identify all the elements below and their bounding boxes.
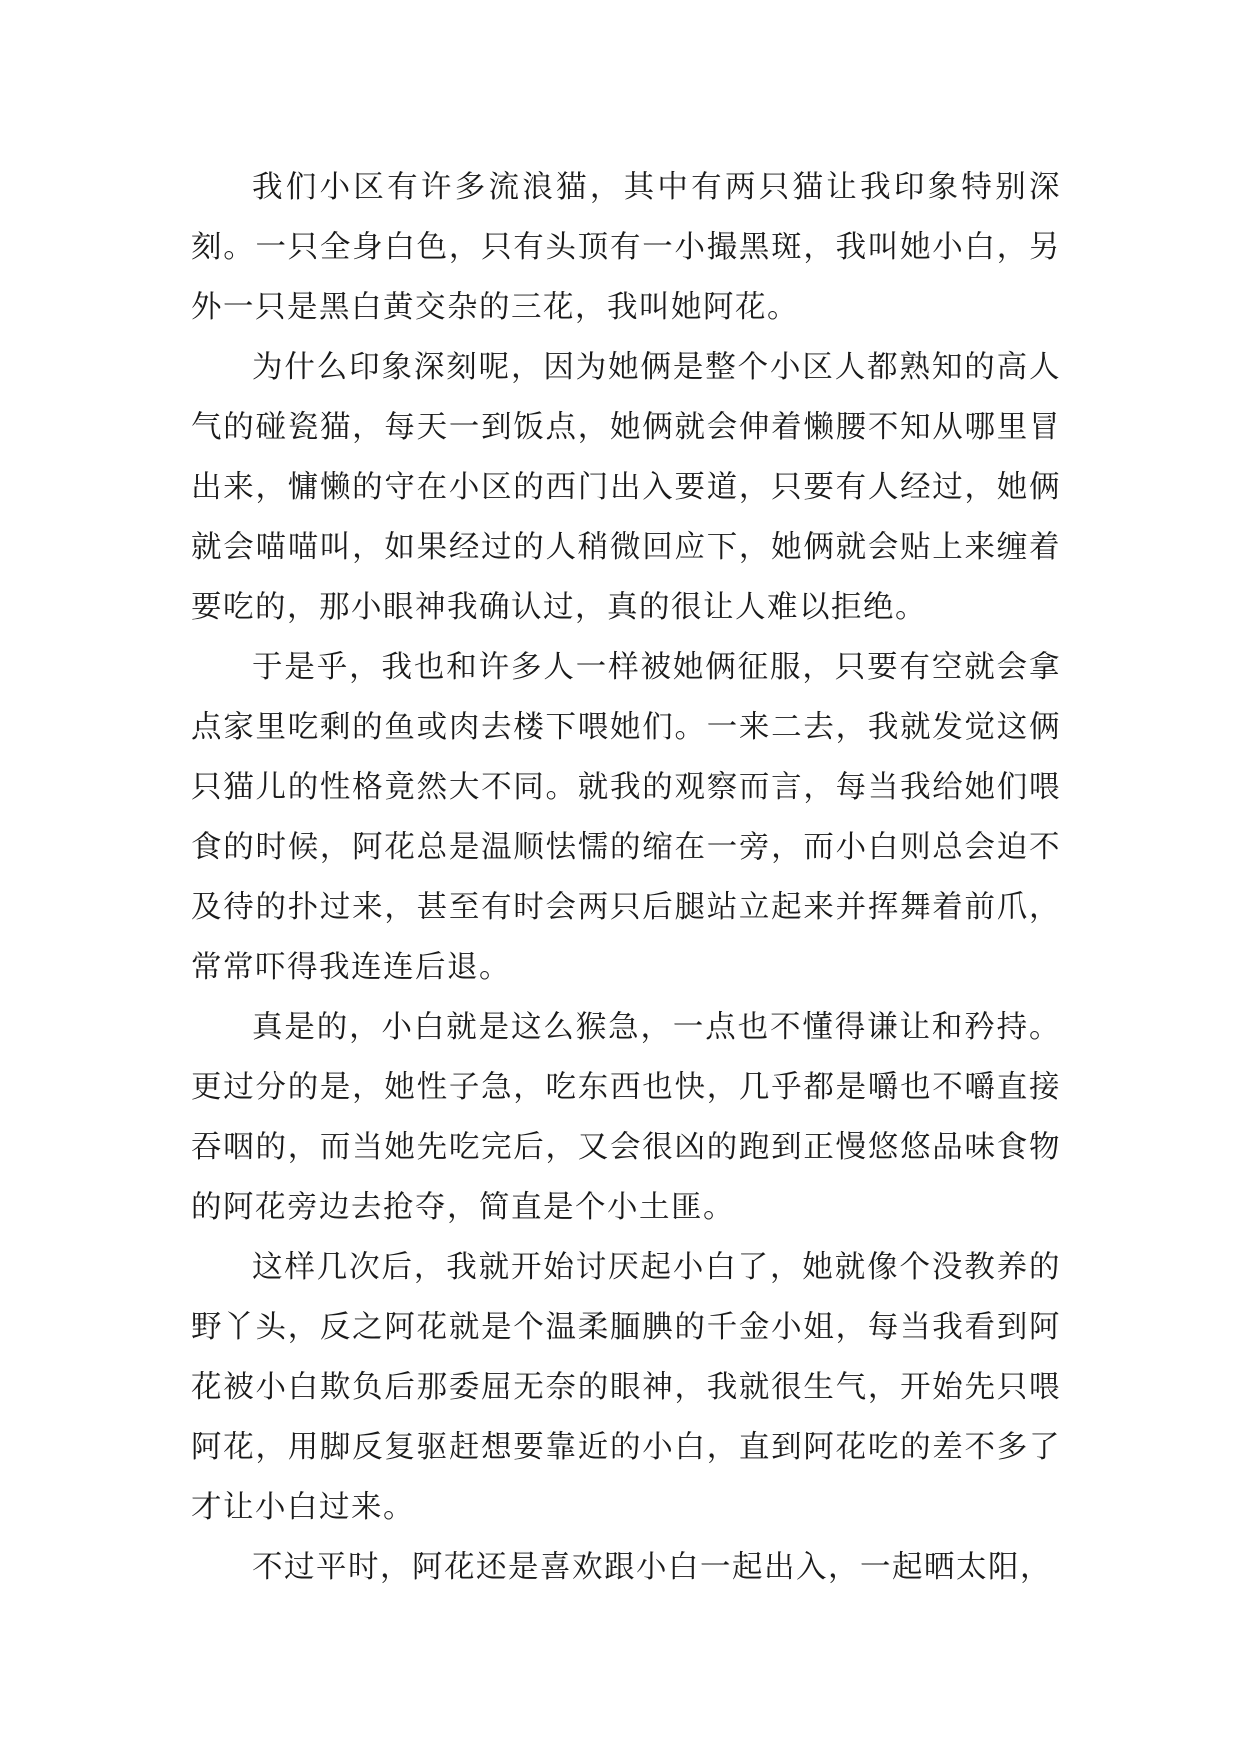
paragraph: 我们小区有许多流浪猫，其中有两只猫让我印象特别深刻。一只全身白色，只有头顶有一小撮黑斑，我叫她小白，另外一只是黑白黄交杂的三花，我叫她阿花。 (191, 170, 1061, 325)
paragraph: 真是的，小白就是这么猴急，一点也不懂得谦让和矜持。更过分的是，她性子急，吃东西也快，几乎都是嚼也不嚼直接吞咽的，而当她先吃完后，又会很凶的跑到正慢悠悠品味食物的阿花旁边去抢夺，简直是个小土匪。 (191, 1010, 1061, 1225)
paragraph: 于是乎，我也和许多人一样被她俩征服，只要有空就会拿点家里吃剩的鱼或肉去楼下喂她们。一来二去，我就发觉这俩只猫儿的性格竟然大不同。就我的观察而言，每当我给她们喂食的时候，阿花总是温顺怯懦的缩在一旁，而小白则总会迫不及待的扑过来，甚至有时会两只后腿站立起来并挥舞着前爪，常常吓得我连连后退。 (191, 650, 1061, 985)
paragraph: 这样几次后，我就开始讨厌起小白了，她就像个没教养的野丫头，反之阿花就是个温柔腼腆的千金小姐，每当我看到阿花被小白欺负后那委屈无奈的眼神，我就很生气，开始先只喂阿花，用脚反复驱赶想要靠近的小白，直到阿花吃的差不多了才让小白过来。 (191, 1250, 1061, 1525)
paragraph: 为什么印象深刻呢，因为她俩是整个小区人都熟知的高人气的碰瓷猫，每天一到饭点，她俩就会伸着懒腰不知从哪里冒出来，慵懒的守在小区的西门出入要道，只要有人经过，她俩就会喵喵叫，如果经过的人稍微回应下，她俩就会贴上来缠着要吃的，那小眼神我确认过，真的很让人难以拒绝。 (191, 350, 1061, 625)
document-body (191, 158, 1061, 1598)
paragraph: 不过平时，阿花还是喜欢跟小白一起出入，一起晒太阳， (252, 1550, 1052, 1585)
